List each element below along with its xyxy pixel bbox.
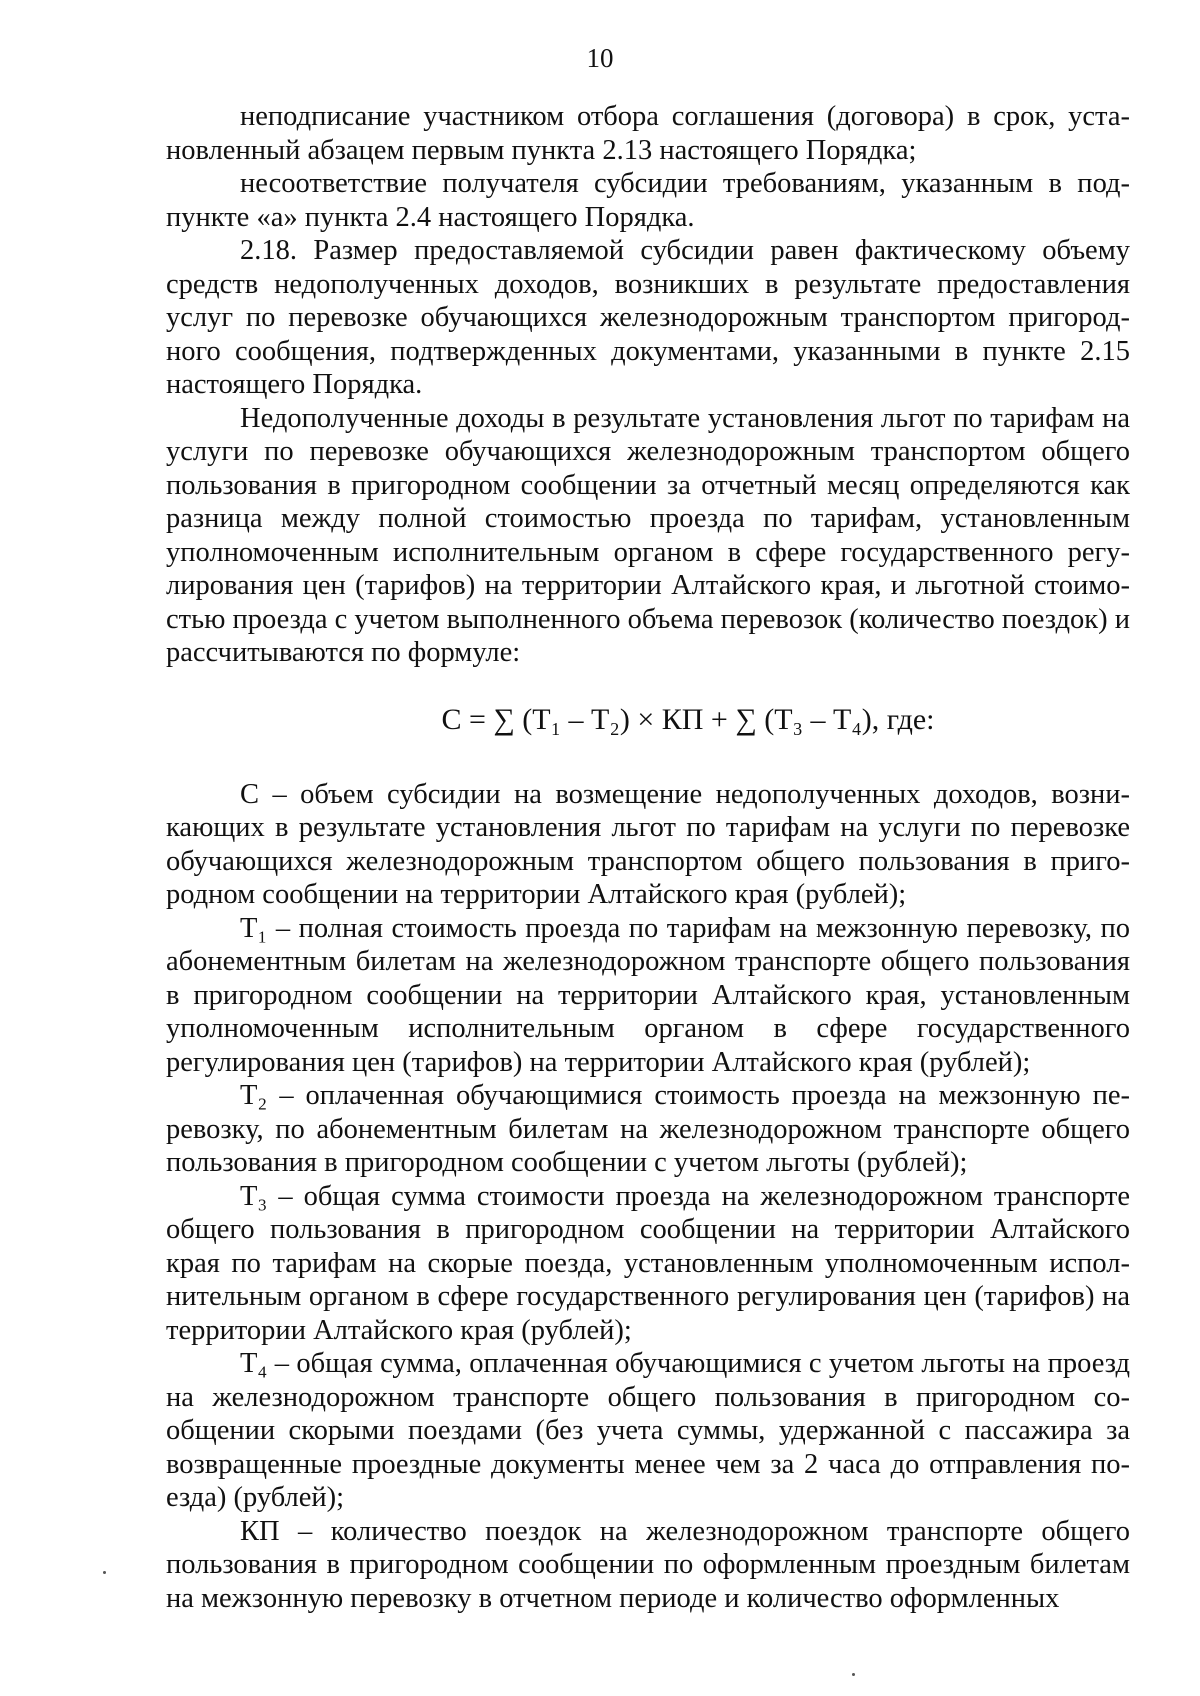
definition-kp: КП – количество поездок на железнодорожном транспорте общего пользования в пригородном сообщении по оформленным проездным билетам на межзонную перевозку в отчетном периоде и количество оформленных (166, 1515, 1130, 1614)
definition-c: С – объем субсидии на возмещение недополученных доходов, возникающих в результате установления льгот по тарифам на услуги по перевозке обучающихся железнодорожным транспортом общего пользования в пригородном сообщении на территории Алтайского края (рублей); (166, 778, 1130, 910)
definition-t2: Т₂ – оплаченная обучающимися стоимость проезда на межзонную перевозку, по абонементным билетам на железнодорожном транспорте общего пользования в пригородном сообщении с учетом льготы (рублей); (166, 1080, 1130, 1178)
paragraph-subsidy-size: 2.18. Размер предоставляемой субсидии равен фактическому объему средств недополученных доходов, возникших в результате предоставления услуг по перевозке обучающихся железнодорожным транспортом пригородного сообщения, подтвержденных документами, указанными в пункте 2.15 настоящего Порядка. (166, 235, 1130, 400)
paragraph-unsigned-agreement: неподписание участником отбора соглашения (договора) в срок, установленный абзацем первым пункта 2.13 настоящего Порядка; (166, 101, 1130, 166)
definition-t1: Т₁ – полная стоимость проезда по тарифам на межзонную перевозку, по абонементным билетам на железнодорожном транспорте общего пользования в пригородном сообщении на территории Алтайского края, установленным уполномоченным исполнительным органом в сфере государственного регулирования цен (тарифов) на территории Алтайского края (рублей); (166, 912, 1130, 1078)
scan-speck (852, 1673, 855, 1676)
definition-t4: Т₄ – общая сумма, оплаченная обучающимися с учетом льготы на проезд на железнодорожном транспорте общего пользования в пригородном сообщении скорыми поездами (без учета суммы, удержанной с пассажира за возвращенные проездные документы менее чем за 2 часа до отправления поезда) (рублей); (166, 1348, 1130, 1513)
subsidy-formula: С = ∑ (Т₁ – Т₂) × КП + ∑ (Т₃ – Т₄), где: (441, 702, 935, 736)
definition-t3: Т₃ – общая сумма стоимости проезда на железнодорожном транспорте общего пользования в пригородном сообщении на территории Алтайского края по тарифам на скорые поезда, установленным уполномоченным исполнительным органом в сфере государственного регулирования цен (тарифов) на территории Алтайского края (рублей); (166, 1180, 1130, 1346)
paragraph-noncompliance: несоответствие получателя субсидии требованиям, указанным в подпункте «а» пункта 2.4 настоящего Порядка. (166, 168, 1130, 233)
paragraph-lost-income: Недополученные доходы в результате установления льгот по тарифам на услуги по перевозке обучающихся железнодорожным транспортом общего пользования в пригородном сообщении за отчетный месяц определяются как разница между полной стоимостью проезда по тарифам, установленным уполномоченным исполнительным органом в сфере государственного регулирования цен (тарифов) на территории Алтайского края, и льготной стоимостью проезда с учетом выполненного объема перевозок (количество поездок) и рассчитываются по формуле: (166, 402, 1130, 668)
page-number: 10 (586, 43, 614, 73)
scan-speck (103, 1571, 106, 1574)
document-body (166, 100, 1130, 1615)
